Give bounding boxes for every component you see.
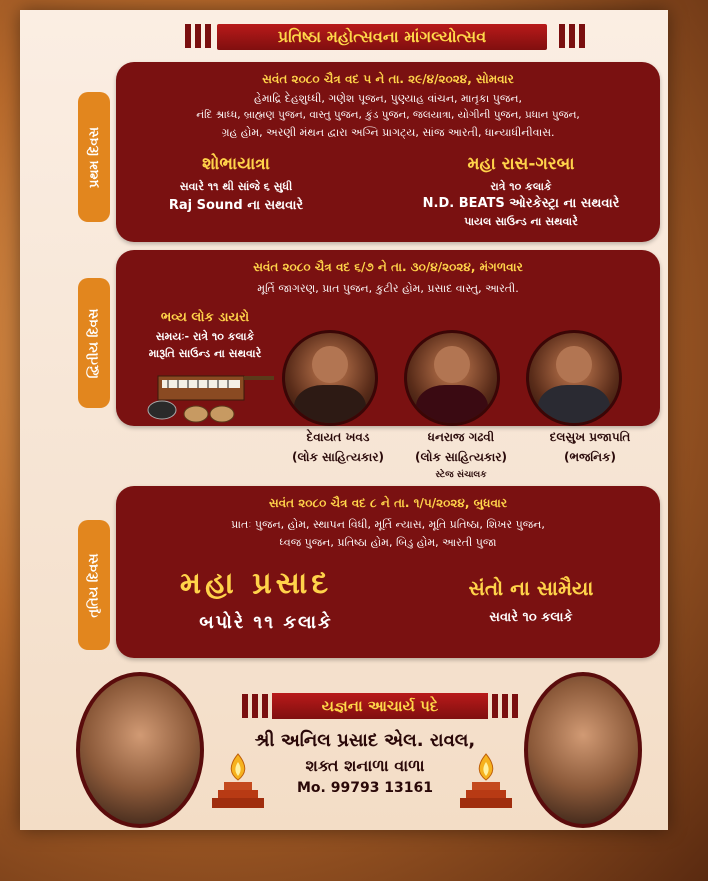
day1-date: સવંત ૨૦૮૦ ચૈત્ર વદ ૫ ને તા. ૨૯/૪/૨૦૨૪, સોમવાર [262,72,514,86]
header-bar-left-3 [205,24,211,48]
day2-line: મૂર્તિ જાગરણ, પ્રાત પુજન, કુટીર હોમ, પ્રસાદ વાસ્તુ, આરતી. [257,282,519,295]
havan-kund-left-icon [210,750,266,814]
ras-garba-time: રાત્રે ૧૦ કલાકે [490,180,552,193]
acharya-bar-left-1 [242,694,248,718]
header-bar-right-2 [569,24,575,48]
acharya-bar-right-3 [512,694,518,718]
artist-3-role: (ભજનિક) [563,450,617,464]
header [20,24,668,52]
day1-panel [116,62,660,242]
acharya-place: શક્ત શનાળા વાળા [305,756,425,775]
artist-2-name: ધનરાજ ગઢવી [427,430,495,444]
day1-line-2: નંદિ શ્રાધ્ધ, બ્રાહ્મણ પુજન, વાસ્તુ પુજન, કુંડ પુજન, જલયાત્રા, યોગીની પુજન, પ્રધાન પુજન, [196,109,580,121]
artist-2-extra: સ્ટેજ સંચાલક [435,470,487,480]
header-bar-left-1 [185,24,191,48]
day3-line-1: પ્રાતઃ પુજન, હોમ, સ્થાપન વિધી, મૂર્તિ ન્યાસ, મૂતિ પ્રતિષ્ઠા, શિખર પુજન, [231,518,545,531]
day2-tab-label: દ્વિતીય દિવસ [86,308,102,378]
artist-photo-1 [282,330,378,426]
day2-date: સવંત ૨૦૮૦ ચૈત્ર વદ ૬/૭ ને તા. ૩૦/૪/૨૦૨૪, મંગળવાર [253,260,523,274]
artist-photo-2 [404,330,500,426]
santo-samaiya-time: સવારે ૧૦ કલાકે [489,610,573,625]
invitation-card [20,10,668,830]
dayro-time: સમયઃ- રાત્રે ૧૦ કલાકે [155,330,255,343]
day1-tab [78,92,110,222]
day3-tab-label: તૃતિય દિવસ [86,552,102,618]
header-bar-right-1 [559,24,565,48]
acharya-bar-left-3 [262,694,268,718]
dayro-sound: મારૂતિ સાઉન્ડ ના સથવારે [148,347,262,360]
ras-garba-sound: પાયલ સાઉન્ડ ના સથવારે [464,215,578,228]
acharya-bar-left-2 [252,694,258,718]
shobhayatra-title: શોભાયાત્રા [202,154,270,174]
ras-garba-title: મહા રાસ-ગરબા [467,154,575,174]
day1-tab-label: પ્રથમ દિવસ [86,126,102,188]
day3-tab [78,520,110,650]
maha-prasad-title: મહા પ્રસાદ [179,566,333,601]
havan-kund-right-icon [458,750,514,814]
day3-date: સવંત ૨૦૮૦ ચૈત્ર વદ ૮ ને તા. ૧/૫/૨૦૨૪, બુધવાર [268,496,508,510]
day1-line-3: ગ્રહ હોમ, અરણી મંથન દ્વારા અગ્નિ પ્રાગટ્ય, સાંજ આરતી, ધાન્યાધીનીવાસ. [221,126,555,139]
maha-prasad-time: બપોરે ૧૧ કલાકે [199,612,333,633]
day3-panel [116,486,660,658]
dayro-title: ભવ્ય લોક ડાયરો [160,310,250,325]
acharya-photo-left [76,672,204,828]
harmonium-tabla-icon [144,370,284,426]
header-title: પ્રતિષ્ઠા મહોત્સવના માંગલ્યોત્સવ [217,24,547,50]
artist-1-name: દેવાયત ખવડ [306,430,370,444]
acharya-bar-right-1 [492,694,498,718]
acharya-photo-right [524,672,642,828]
acharya-name: શ્રી અનિલ પ્રસાદ એલ. રાવલ, [254,730,476,751]
ras-garba-orchestra: N.D. BEATS ઓરકેસ્ટ્રા ના સથવારે [422,196,620,211]
shobhayatra-time: સવારે ૧૧ થી સાંજે ૬ સુધી [179,180,293,193]
artist-photo-3 [526,330,622,426]
day2-panel [116,250,660,426]
header-bar-left-2 [195,24,201,48]
day1-line-1: હેમાદ્રિ દેહશુધ્ધી, ગણેશ પૂજન, પુણ્યાહ વાંચન, માતૃકા પુજન, [254,92,522,105]
acharya-bar-right-2 [502,694,508,718]
acharya-title: યજ્ઞના આચાર્ય પદે [272,693,488,719]
day2-tab [78,278,110,408]
shobhayatra-sound: Raj Sound ના સથવારે [168,198,304,213]
santo-samaiya-title: સંતો ના સામૈયા [468,576,594,600]
artist-1-role: (લોક સાહિત્યકાર) [291,450,385,464]
artist-2-role: (લોક સાહિત્યકાર) [414,450,508,464]
artist-3-name: દલસુખ પ્રજાપતિ [549,430,631,444]
day3-line-2: ધ્વજ પુજન, પ્રતિષ્ઠા હોમ, બિડુ હોમ, આરતી પુજા [279,536,497,549]
header-bar-right-3 [579,24,585,48]
acharya-phone: Mo. 99793 13161 [296,780,434,796]
